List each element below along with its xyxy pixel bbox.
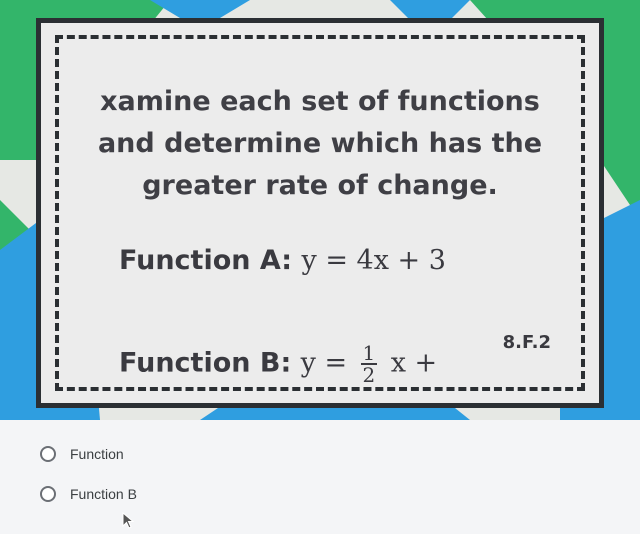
option-function-b[interactable]: [40, 482, 137, 506]
fraction-numerator: 1: [362, 341, 376, 365]
function-b-rhs: x +: [390, 347, 438, 379]
function-b-fraction: [361, 343, 378, 385]
radio-button-icon[interactable]: [40, 486, 56, 502]
function-b-lhs: y =: [300, 347, 348, 379]
option-label: Function: [70, 446, 124, 462]
answer-options: [0, 420, 640, 534]
prompt-line-3: greater rate of change.: [142, 170, 498, 201]
prompt-line-1: xamine each set of functions: [100, 86, 540, 117]
function-a: [119, 245, 446, 276]
function-b-label: Function B:: [119, 347, 292, 379]
fraction-denominator: 2: [362, 363, 376, 387]
radio-button-icon[interactable]: [40, 446, 56, 462]
prompt-line-2: and determine which has the: [97, 128, 543, 159]
option-label: Function B: [70, 486, 137, 502]
question-card: [36, 18, 604, 408]
question-prompt: [59, 81, 581, 207]
function-b: [119, 343, 437, 385]
dashed-border: [55, 35, 585, 391]
standard-code: 8.F.2: [502, 332, 551, 353]
option-function-a[interactable]: [40, 442, 124, 466]
function-a-expression: y = 4x + 3: [301, 245, 446, 276]
mouse-pointer-icon: [122, 512, 136, 530]
function-a-label: Function A:: [119, 245, 293, 276]
